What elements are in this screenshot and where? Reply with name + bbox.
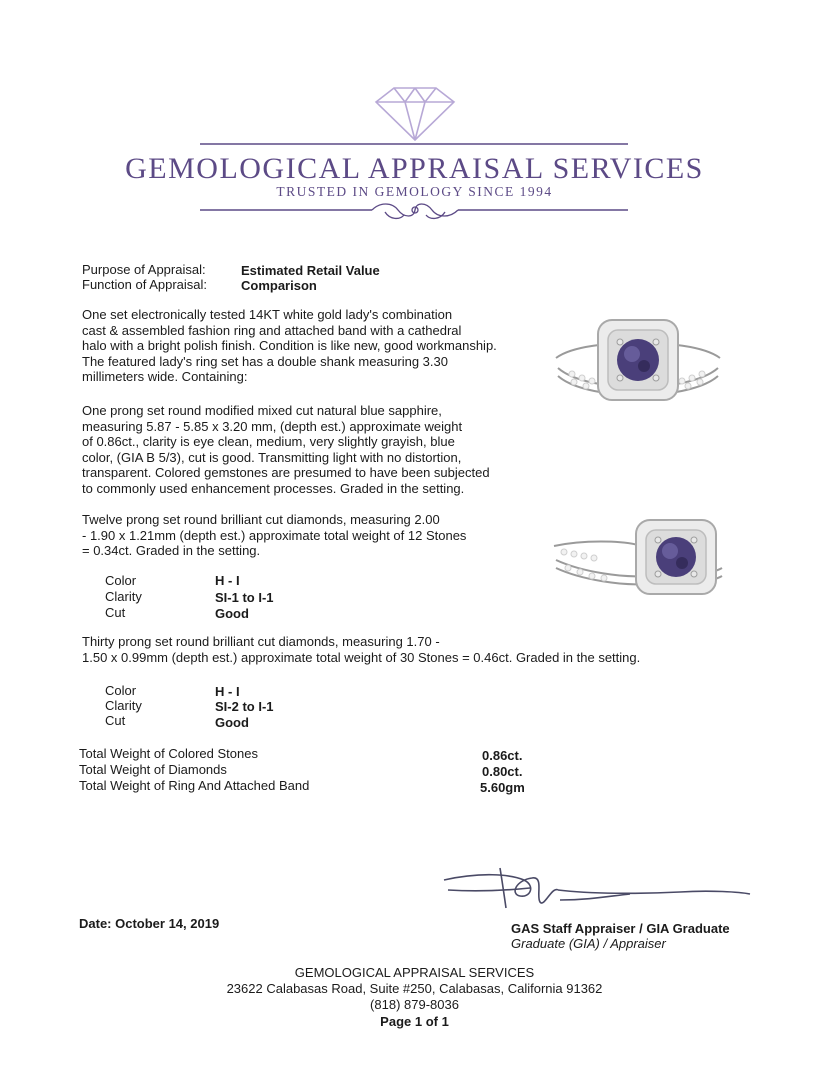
diamonds-30-description [82,634,640,665]
brand-tagline: TRUSTED IN GEMOLOGY SINCE 1994 [276,184,553,199]
appraisal-date: Date: October 14, 2019 [79,916,220,931]
brand-name: GEMOLOGICAL APPRAISAL SERVICES [125,152,704,185]
footer-company: GEMOLOGICAL APPRAISAL SERVICES [294,965,535,980]
grade-label: Color [105,683,137,698]
page-number: Page 1 of 1 [380,1014,449,1029]
total-value: 0.86ct. [482,748,523,763]
appraiser-subtitle: Graduate (GIA) / Appraiser [511,936,666,951]
text-line: 1.50 x 0.99mm (depth est.) approximate total weight of 30 Stones = 0.46ct. Graded in the setting. [82,649,641,665]
grade-label: Color [105,573,137,588]
ring-photo-bottom [552,516,724,602]
grade-label: Cut [105,605,126,620]
grade-value: H - I [215,573,240,588]
grade-value: SI-2 to I-1 [215,699,274,714]
text-line: - 1.90 x 1.21mm (depth est.) approximate total weight of 12 Stones [82,527,467,543]
total-label: Total Weight of Diamonds [79,762,227,777]
total-label: Total Weight of Colored Stones [79,746,258,761]
text-line: transparent. Colored gemstones are presumed to have been subjected [82,465,490,481]
text-line: One prong set round modified mixed cut natural blue sapphire, [82,403,442,418]
text-line: cast & assembled fashion ring and attached band with a cathedral [82,322,462,338]
footer-address: 23622 Calabasas Road, Suite #250, Calabasas, California 91362 [226,981,603,996]
total-label: Total Weight of Ring And Attached Band [79,778,310,793]
grade-label: Cut [105,713,126,728]
function-value: Comparison [241,278,317,293]
appraiser-title: GAS Staff Appraiser / GIA Graduate [511,921,730,936]
grade-value: SI-1 to I-1 [215,590,274,605]
total-value: 5.60gm [480,780,525,795]
grade-label: Clarity [105,698,142,713]
diamonds-12-description [82,512,466,559]
purpose-value: Estimated Retail Value [241,263,380,278]
text-line: of 0.86ct., clarity is eye clean, medium, very slightly grayish, blue [82,434,455,450]
text-line: Thirty prong set round brilliant cut diamonds, measuring 1.70 - [82,634,440,649]
text-line: One set electronically tested 14KT white gold lady's combination [82,307,453,322]
text-line: measuring 5.87 - 5.85 x 3.20 mm, (depth est.) approximate weight [82,418,463,434]
function-label: Function of Appraisal: [82,277,208,292]
text-line: = 0.34ct. Graded in the setting. [82,543,261,559]
text-line: The featured lady's ring set has a double shank measuring 3.30 [82,353,448,369]
grade-value: Good [215,715,249,730]
total-value: 0.80ct. [482,764,523,779]
text-line: to commonly used enhancement processes. Graded in the setting. [82,480,465,496]
text-line: color, (GIA B 5/3), cut is good. Transmitting light with no distortion, [82,449,462,465]
footer-phone: (818) 879-8036 [370,997,459,1012]
grade-value: H - I [215,684,240,699]
grade-value: Good [215,606,249,621]
text-line: halo with a bright polish finish. Condition is like new, good workmanship. [82,338,497,354]
text-line: Twelve prong set round brilliant cut diamonds, measuring 2.00 [82,512,440,527]
purpose-label: Purpose of Appraisal: [82,262,206,277]
appraiser-signature [440,866,752,918]
text-line: millimeters wide. Containing: [82,369,248,385]
sapphire-description [82,403,490,497]
ring-photo-top [552,316,724,406]
grade-label: Clarity [105,589,142,604]
ring-description [82,307,497,385]
